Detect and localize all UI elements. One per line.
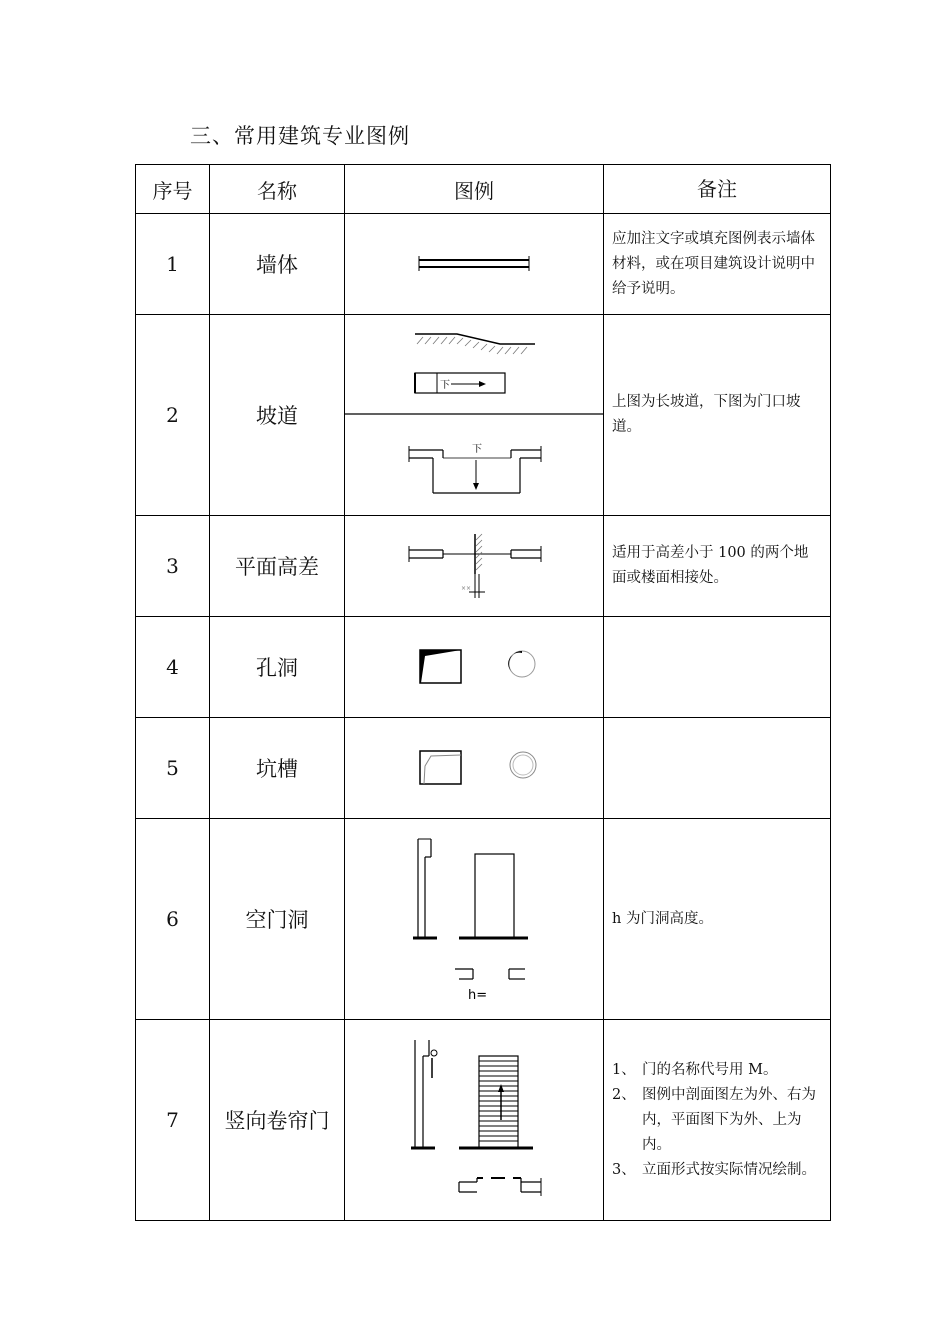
- rolling-shutter-door-symbol-icon: [345, 1020, 603, 1220]
- table-row: [136, 819, 831, 1020]
- table-row: [136, 315, 831, 516]
- list-item: 3、 立面形式按实际情况绘制。: [612, 1161, 816, 1178]
- row-note: 应加注文字或填充图例表示墙体材料，或在项目建筑设计说明中给予说明。: [604, 214, 831, 315]
- row-name: 竖向卷帘门: [210, 1020, 345, 1221]
- list-item: 2、 图例中剖面图左为外、右为内，平面图下为外、上为内。: [612, 1086, 816, 1153]
- hole-symbol-icon: [345, 617, 603, 717]
- row-note: 适用于高差小于 100 的两个地面或楼面相接处。: [604, 516, 831, 617]
- door-ramp-label: 下: [472, 444, 482, 455]
- row-note: [604, 617, 831, 718]
- page-heading: 三、常用建筑专业图例: [190, 124, 410, 148]
- row-number: 7: [136, 1020, 210, 1221]
- row-number: 4: [136, 617, 210, 718]
- row-number: 1: [136, 214, 210, 315]
- note-list: [612, 1058, 822, 1183]
- list-item: 1、 门的名称代号用 M。: [612, 1061, 778, 1078]
- row-note: [604, 1020, 831, 1221]
- row-figure: [345, 516, 604, 617]
- col-header-legend: 图例: [345, 165, 604, 214]
- row-name: 空门洞: [210, 819, 345, 1020]
- door-opening-symbol-icon: [345, 819, 603, 1019]
- table-row: [136, 1020, 831, 1221]
- row-figure: [345, 718, 604, 819]
- col-header-notes: 备注: [604, 165, 831, 214]
- row-note: h 为门洞高度。: [604, 819, 831, 1020]
- row-note: 上图为长坡道，下图为门口坡道。: [604, 315, 831, 516]
- row-number: 5: [136, 718, 210, 819]
- row-name: 坑槽: [210, 718, 345, 819]
- row-name: 平面高差: [210, 516, 345, 617]
- table-row: [136, 214, 831, 315]
- row-figure: [345, 819, 604, 1020]
- table-row: [136, 516, 831, 617]
- row-name: 墙体: [210, 214, 345, 315]
- table-row: [136, 617, 831, 718]
- door-height-label: h=: [468, 988, 488, 1003]
- ramp-label: 下: [440, 380, 450, 391]
- level-difference-label: ××: [461, 585, 472, 592]
- table-header-row: [136, 165, 831, 214]
- row-number: 2: [136, 315, 210, 516]
- level-difference-symbol-icon: [345, 516, 603, 616]
- table-row: [136, 718, 831, 819]
- row-name: 坡道: [210, 315, 345, 516]
- ramp-symbol-icon: [345, 315, 603, 515]
- row-figure: [345, 1020, 604, 1221]
- row-figure: [345, 315, 604, 516]
- row-number: 6: [136, 819, 210, 1020]
- row-number: 3: [136, 516, 210, 617]
- col-header-no: 序号: [136, 165, 210, 214]
- wall-symbol-icon: [345, 234, 603, 294]
- row-figure: [345, 214, 604, 315]
- legend-table: [135, 164, 831, 1221]
- pit-symbol-icon: [345, 718, 603, 818]
- col-header-name: 名称: [210, 165, 345, 214]
- row-note: [604, 718, 831, 819]
- row-name: 孔洞: [210, 617, 345, 718]
- row-figure: [345, 617, 604, 718]
